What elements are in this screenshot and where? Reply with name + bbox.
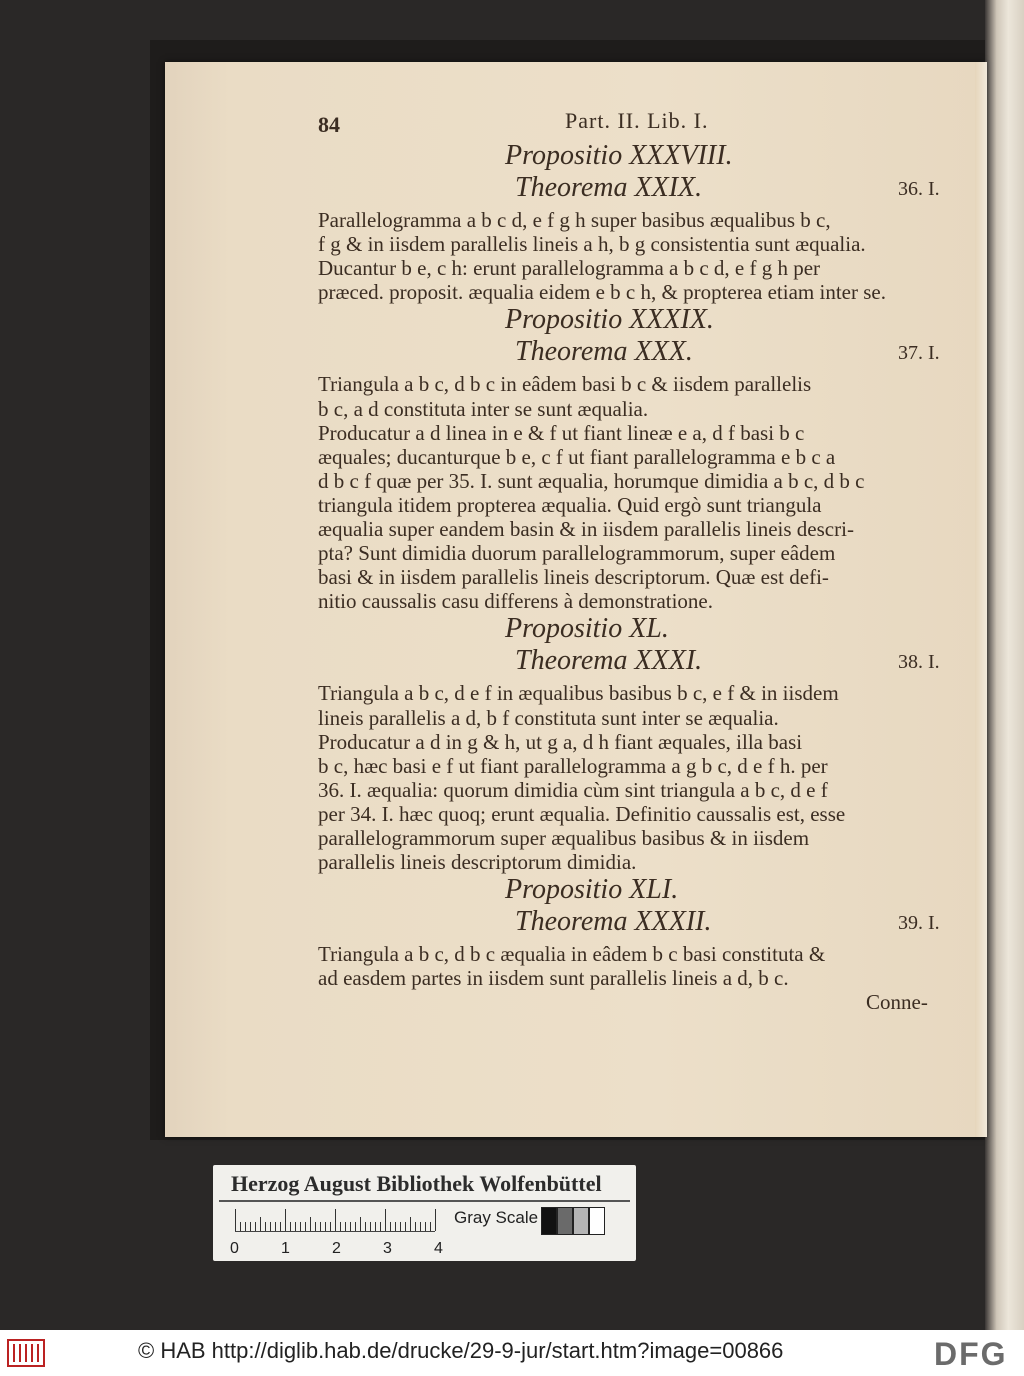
ruler-tick	[235, 1209, 236, 1231]
binding-edge	[985, 0, 1024, 1330]
ruler-tick	[245, 1222, 246, 1231]
proposition-heading: Propositio XL.	[505, 613, 669, 645]
proposition-heading: Propositio XXXVIII.	[505, 140, 733, 171]
color-scale-card	[213, 1165, 636, 1261]
gray-scale-label: Gray Scale	[454, 1208, 539, 1227]
ruler-tick	[360, 1217, 361, 1231]
ruler-tick	[390, 1222, 391, 1231]
page-number: 84	[318, 112, 340, 137]
text-line: æqualia super eandem basin & in iisdem parallelis lineis descri-	[318, 517, 854, 541]
text-line: Triangula a b c, d b c æqualia in eâdem b c basi constituta &	[318, 942, 826, 967]
ruler-tick	[385, 1209, 386, 1231]
ruler-tick	[380, 1222, 381, 1231]
text-line: lineis parallelis a d, b f constituta sunt inter se æqualia.	[318, 705, 779, 730]
ruler-tick	[410, 1217, 411, 1231]
ruler-tick	[395, 1222, 396, 1231]
ruler-tick	[365, 1222, 366, 1231]
text-line: Producatur a d in g & h, ut g a, d h fiant æquales, illa basi	[318, 729, 803, 754]
ruler-tick	[240, 1222, 241, 1231]
text-line: b c, a d constituta inter se sunt æqualia.	[318, 396, 649, 421]
gray-swatch	[557, 1207, 573, 1235]
ruler-tick	[350, 1222, 351, 1231]
text-line: b c, hæc basi e f ut fiant parallelogramma a g b c, d e f h. per	[318, 753, 828, 778]
library-name: Herzog August Bibliothek Wolfenbüttel	[231, 1171, 602, 1196]
ruler-tick	[425, 1222, 426, 1231]
scale-number: 1	[281, 1240, 290, 1257]
ruler-tick	[345, 1222, 346, 1231]
ruler-tick	[430, 1222, 431, 1231]
ruler-tick	[250, 1222, 251, 1231]
text-line: Producatur a d linea in e & f ut fiant lineæ e a, d f basi b c	[318, 420, 805, 445]
ruler-tick	[335, 1209, 336, 1231]
text-line: per 34. I. hæc quoq; erunt æqualia. Definitio caussalis est, esse	[318, 801, 846, 826]
page-fold	[975, 62, 987, 1137]
footer-bar	[0, 1330, 1024, 1376]
euclid-reference: 36. I.	[898, 178, 940, 200]
gray-swatch	[589, 1207, 605, 1235]
running-header: Part. II. Lib. I.	[565, 108, 709, 133]
ruler-tick	[340, 1222, 341, 1231]
scale-number: 2	[332, 1240, 341, 1257]
text-line: Parallelogramma a b c d, e f g h super basibus æqualibus b c,	[318, 208, 831, 232]
ruler-tick	[400, 1222, 401, 1231]
ruler-tick	[275, 1222, 276, 1231]
ruler-tick	[375, 1222, 376, 1231]
ruler-tick	[310, 1217, 311, 1231]
euclid-reference: 38. I.	[898, 651, 940, 674]
ruler-tick	[290, 1222, 291, 1231]
text-line: Ducantur b e, c h: erunt parallelogramma a b c d, e f g h per	[318, 256, 821, 281]
ruler-tick	[330, 1222, 331, 1231]
ruler-tick	[255, 1222, 256, 1231]
text-line: Triangula a b c, d e f in æqualibus basibus b c, e f & in iisdem	[318, 681, 839, 706]
text-line: f g & in iisdem parallelis lineis a h, b g consistentia sunt æqualia.	[318, 232, 866, 257]
text-line: æquales; ducanturque b e, c f ut fiant parallelogramma e b c a	[318, 444, 836, 469]
ruler-tick	[265, 1222, 266, 1231]
text-line: d b c f quæ per 35. I. sunt æqualia, horumque dimidia a b c, d b c	[318, 468, 865, 493]
ruler-tick	[295, 1222, 296, 1231]
ruler-tick	[435, 1209, 436, 1231]
text-line: parallelogrammorum super æqualibus basibus & in iisdem	[318, 826, 810, 850]
ruler-tick	[305, 1222, 306, 1231]
euclid-reference: 39. I.	[898, 912, 940, 935]
dfg-logo: DFG	[934, 1336, 1008, 1372]
gray-swatch	[541, 1207, 557, 1235]
ruler-tick	[315, 1222, 316, 1231]
ruler-tick	[280, 1222, 281, 1231]
scale-number: 4	[434, 1240, 443, 1257]
theorem-heading: Theorema XXIX.	[515, 172, 703, 203]
ruler-tick	[370, 1222, 371, 1231]
ruler-tick	[270, 1222, 271, 1231]
ruler-tick	[415, 1222, 416, 1231]
text-line: pta? Sunt dimidia duorum parallelogrammorum, super eâdem	[318, 541, 836, 566]
copyright-url: © HAB http://diglib.hab.de/drucke/29-9-jur/start.htm?image=00866	[138, 1338, 784, 1363]
ruler-tick	[300, 1222, 301, 1231]
ruler-tick	[405, 1222, 406, 1231]
hab-logo-icon	[6, 1338, 46, 1368]
ruler-tick	[355, 1222, 356, 1231]
text-line: præced. proposit. æqualia eidem e b c h, & propterea etiam inter se.	[318, 280, 886, 305]
scale-divider	[219, 1200, 630, 1202]
scale-number: 0	[230, 1240, 239, 1257]
text-line: Triangula a b c, d b c in eâdem basi b c & iisdem parallelis	[318, 372, 812, 397]
ruler-tick	[285, 1209, 286, 1231]
theorem-heading: Theorema XXXI.	[515, 645, 703, 677]
proposition-heading: Propositio XXXIX.	[505, 304, 714, 336]
ruler-tick	[260, 1217, 261, 1231]
text-line: ad easdem partes in iisdem sunt parallelis lineis a d, b c.	[318, 966, 789, 991]
gray-swatch	[573, 1207, 589, 1235]
ruler-tick	[420, 1222, 421, 1231]
ruler	[235, 1210, 435, 1232]
ruler-tick	[320, 1222, 321, 1231]
catchword: Conne-	[866, 990, 928, 1015]
text-line: 36. I. æqualia: quorum dimidia cùm sint triangula a b c, d e f	[318, 777, 828, 802]
ruler-tick	[325, 1222, 326, 1231]
scale-number: 3	[383, 1240, 392, 1257]
theorem-heading: Theorema XXX.	[515, 336, 693, 368]
proposition-heading: Propositio XLI.	[505, 874, 679, 906]
text-line: basi & in iisdem parallelis lineis descriptorum. Quæ est defi-	[318, 565, 829, 590]
euclid-reference: 37. I.	[898, 342, 940, 365]
text-line: triangula itidem propterea æqualia. Quid ergò sunt triangula	[318, 492, 822, 517]
text-line: nitio caussalis casu differens à demonstratione.	[318, 589, 714, 614]
theorem-heading: Theorema XXXII.	[515, 906, 712, 938]
text-line: parallelis lineis descriptorum dimidia.	[318, 850, 637, 875]
